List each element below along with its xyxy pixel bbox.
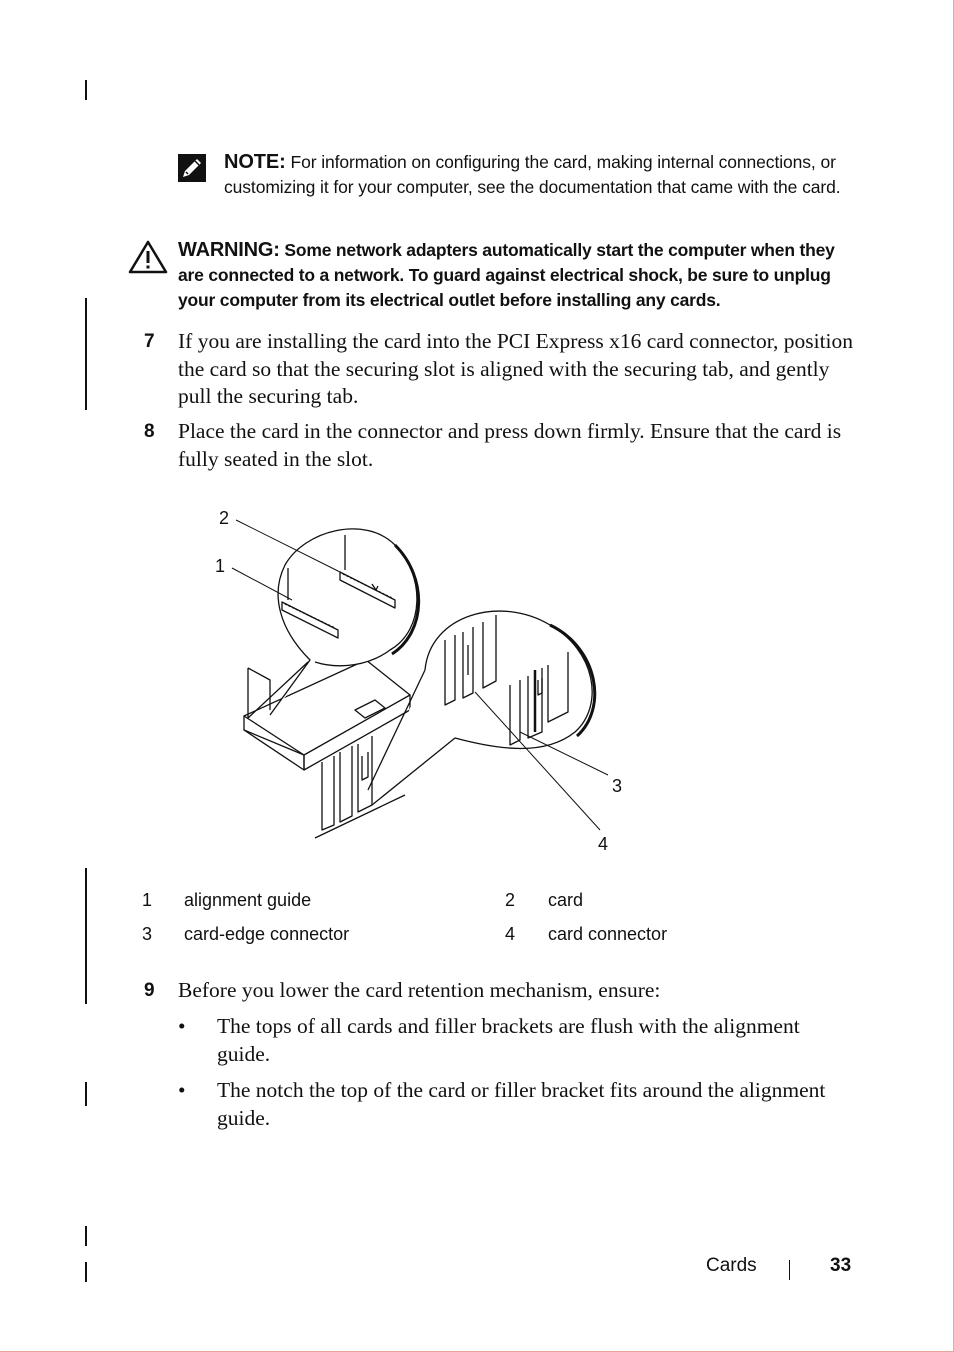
note-text	[224, 150, 858, 200]
change-bar	[85, 1262, 87, 1282]
step-number: 7	[144, 331, 155, 352]
callout-3: 3	[612, 776, 623, 796]
figure-legend	[140, 886, 860, 954]
change-bar	[85, 80, 87, 100]
footer-section: Cards	[706, 1255, 757, 1276]
legend-num: 1	[142, 890, 153, 910]
bullet-text: The notch the top of the card or filler bracket fits around the alignment guide.	[217, 1078, 826, 1130]
warning-label: WARNING:	[178, 239, 280, 261]
note-label: NOTE:	[224, 151, 286, 173]
footer-page-number: 33	[830, 1255, 852, 1276]
legend-label: card	[548, 890, 584, 910]
warning-text	[178, 238, 858, 313]
bullet-text: The tops of all cards and filler brackets are flush with the alignment guide.	[217, 1014, 800, 1066]
legend-label: card connector	[548, 924, 668, 944]
bullet-dot: •	[178, 1014, 186, 1038]
step-text: If you are installing the card into the PCI Express x16 card connector, position the card so that the securing slot is aligned with the securing tab, and gently pull the securing tab.	[178, 329, 854, 408]
callout-2: 2	[219, 508, 230, 528]
legend-row	[140, 886, 860, 920]
callout-1: 1	[215, 556, 226, 576]
legend-num: 4	[505, 924, 516, 944]
change-bar	[85, 868, 87, 1004]
legend-row	[140, 920, 860, 954]
change-bar	[85, 1082, 87, 1106]
change-bar	[85, 1226, 87, 1246]
step-text: Place the card in the connector and press down firmly. Ensure that the card is fully seated in the slot.	[178, 419, 842, 471]
legend-num: 2	[505, 890, 516, 910]
footer-divider	[789, 1260, 790, 1280]
legend-label: card-edge connector	[184, 924, 350, 944]
callout-4: 4	[598, 834, 609, 854]
step-text: Before you lower the card retention mechanism, ensure:	[178, 978, 661, 1002]
pencil-note-icon	[178, 154, 206, 182]
figure-illustration	[200, 500, 650, 860]
legend-num: 3	[142, 924, 153, 944]
bullet-dot: •	[178, 1078, 186, 1102]
note-body: For information on configuring the card, making internal connections, or customizing it for your computer, see the documentation that came with the card.	[224, 152, 841, 197]
warning-body: Some network adapters automatically start the computer when they are connected to a network. To guard against electrical shock, be sure to unplug your computer from its electrical outlet before installing any cards.	[178, 240, 835, 310]
change-bar	[85, 298, 87, 410]
step-number: 8	[144, 421, 155, 442]
warning-triangle-icon	[128, 240, 168, 274]
card-installation-figure	[200, 500, 650, 860]
step-number: 9	[144, 980, 155, 1001]
legend-label: alignment guide	[184, 890, 312, 910]
